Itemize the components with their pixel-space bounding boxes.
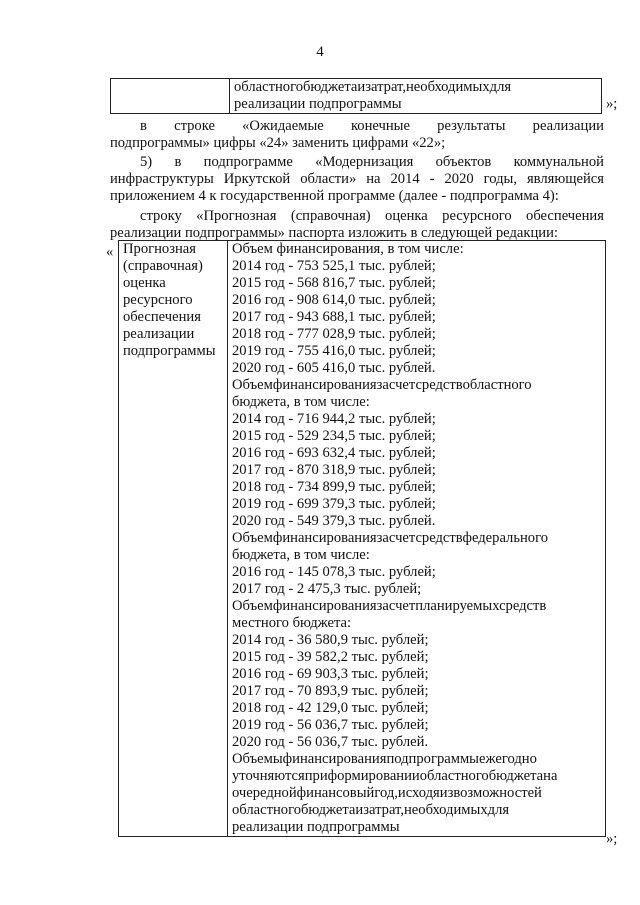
cell-line: 2017 год - 70 893,9 тыс. рублей; xyxy=(232,683,429,699)
word: финансирования xyxy=(282,751,387,767)
word: «Ожидаемые xyxy=(242,118,324,134)
word: областного xyxy=(462,377,532,393)
paragraph-line xyxy=(110,171,604,188)
word: областного xyxy=(419,768,489,784)
word: строке xyxy=(174,118,215,134)
cell-line: 2014 год - 753 525,1 тыс. рублей; xyxy=(232,258,436,274)
top-table xyxy=(110,78,602,114)
cell-line: 2016 год - 69 903,3 тыс. рублей; xyxy=(232,666,429,682)
cell-line: оценка xyxy=(123,275,166,291)
word: в xyxy=(140,118,147,134)
cell-line xyxy=(232,768,601,785)
cell-line: обеспечения xyxy=(123,309,201,325)
cell-line: 2014 год - 716 944,2 тыс. рублей; xyxy=(232,411,436,427)
word: очередной xyxy=(232,785,297,801)
cell-line: (справочная) xyxy=(123,258,203,274)
word: из xyxy=(439,785,454,801)
cell-line: 2016 год - 693 632,4 тыс. рублей; xyxy=(232,445,436,461)
word: и xyxy=(357,79,366,95)
word: федерального xyxy=(462,530,549,546)
word: затрат, xyxy=(363,802,404,818)
cell-line: 2016 год - 145 078,3 тыс. рублей; xyxy=(232,564,436,580)
paragraph-line xyxy=(140,154,604,171)
word: 2020 xyxy=(444,171,474,187)
word: областного xyxy=(232,802,301,818)
cell-line: 2019 год - 755 416,0 тыс. рублей; xyxy=(232,343,436,359)
word: конечные xyxy=(350,118,410,134)
word: в xyxy=(174,154,182,170)
cell-line: ресурсного xyxy=(123,292,193,308)
cell-line: бюджета, в том числе: xyxy=(232,547,370,563)
word: строку xyxy=(140,208,182,224)
resource-table xyxy=(118,240,606,837)
closing-quote: »; xyxy=(606,831,618,847)
word: и xyxy=(355,802,364,818)
word: уточняются xyxy=(232,768,305,784)
word: обеспечения xyxy=(526,208,604,224)
word: необходимых xyxy=(405,79,490,95)
cell-line xyxy=(232,802,601,819)
cell-line: 2018 год - 734 899,9 тыс. рублей; xyxy=(232,479,436,495)
word: необходимых xyxy=(403,802,488,818)
word: исходя xyxy=(397,785,440,801)
cell-line: 2018 год - 777 028,9 тыс. рублей; xyxy=(232,326,436,342)
paragraph-line xyxy=(140,118,604,135)
top-table-line xyxy=(234,79,597,96)
word: ежегодно xyxy=(479,751,537,767)
cell-line: 2016 год - 908 614,0 тыс. рублей; xyxy=(232,292,436,308)
cell-line: местного бюджета: xyxy=(232,615,352,631)
word: счет xyxy=(388,598,416,614)
word: счет xyxy=(388,377,416,393)
word: год, xyxy=(374,785,398,801)
word: средств xyxy=(415,530,463,546)
word: подпрограммы xyxy=(386,751,479,767)
word: (справочная) xyxy=(290,208,371,224)
cell-line: 2019 год - 56 036,7 тыс. рублей; xyxy=(232,717,429,733)
paragraph-line: приложением 4 к государственной программе (далее - подпрограмма 4): xyxy=(110,188,559,204)
word: бюджета xyxy=(301,802,356,818)
word: формировании xyxy=(327,768,420,784)
word: объектов xyxy=(435,154,492,170)
cell-line: Объем финансирования, в том числе: xyxy=(232,241,464,257)
word: бюджета xyxy=(488,768,544,784)
cell-line: подпрограммы xyxy=(123,343,216,359)
word: за xyxy=(376,530,389,546)
word: оценка xyxy=(385,208,428,224)
resource-label-cell xyxy=(119,241,228,837)
word: инфраструктуры xyxy=(110,171,214,187)
word: областного xyxy=(234,79,303,95)
word: финансирования xyxy=(272,530,377,546)
word: Объем xyxy=(232,598,273,614)
cell-line: Прогнозная xyxy=(123,241,196,257)
word: подпрограмме xyxy=(203,154,293,170)
word: при xyxy=(304,768,328,784)
cell-line: 2015 год - 529 234,5 тыс. рублей; xyxy=(232,428,436,444)
cell-line: 2017 год - 943 688,1 тыс. рублей; xyxy=(232,309,436,325)
word: ресурсного xyxy=(442,208,512,224)
paragraph-line xyxy=(140,208,604,225)
word: Объемы xyxy=(232,751,283,767)
top-table-line: реализации подпрограммы xyxy=(234,96,402,112)
word: «Модернизация xyxy=(315,154,414,170)
cell-line: 2015 год - 568 816,7 тыс. рублей; xyxy=(232,275,436,291)
word: результаты xyxy=(437,118,506,134)
word: области» xyxy=(300,171,357,187)
cell-line: 2017 год - 870 318,9 тыс. рублей; xyxy=(232,462,436,478)
word: - xyxy=(429,171,435,187)
word: финансирования xyxy=(272,598,377,614)
cell-line xyxy=(232,751,601,768)
top-table-right-cell xyxy=(230,79,602,114)
cell-line: бюджета, в том числе: xyxy=(232,394,370,410)
word: возможностей xyxy=(453,785,542,801)
word: на xyxy=(543,768,558,784)
cell-line xyxy=(232,598,601,615)
word: для xyxy=(487,802,510,818)
word: для xyxy=(489,79,512,95)
cell-line: реализации подпрограммы xyxy=(232,819,400,835)
cell-line: 2015 год - 39 582,2 тыс. рублей; xyxy=(232,649,429,665)
word: являющейся xyxy=(526,171,604,187)
closing-quote: »; xyxy=(606,96,618,112)
word: за xyxy=(376,377,389,393)
cell-line xyxy=(232,377,601,394)
word: бюджета xyxy=(303,79,358,95)
cell-line: 2014 год - 36 580,9 тыс. рублей; xyxy=(232,632,429,648)
cell-line xyxy=(232,785,601,802)
word: планируемых xyxy=(415,598,500,614)
cell-line: 2019 год - 699 379,3 тыс. рублей; xyxy=(232,496,436,512)
word: Иркутской xyxy=(223,171,291,187)
page-number: 4 xyxy=(316,44,324,60)
word: средств xyxy=(499,598,547,614)
word: коммунальной xyxy=(513,154,604,170)
opening-quote: « xyxy=(106,244,114,260)
word: годы, xyxy=(483,171,517,187)
paragraph-line: подпрограммы» цифры «24» заменить цифрами «22»; xyxy=(110,135,446,151)
word: финансирования xyxy=(272,377,377,393)
word: «Прогнозная xyxy=(196,208,277,224)
word: 5) xyxy=(140,154,153,170)
word: Объем xyxy=(232,530,273,546)
cell-line xyxy=(232,530,601,547)
word: Объем xyxy=(232,377,273,393)
cell-line: 2018 год - 42 129,0 тыс. рублей; xyxy=(232,700,429,716)
word: средств xyxy=(415,377,463,393)
cell-line: 2020 год - 605 416,0 тыс. рублей. xyxy=(232,360,436,376)
top-table-left-cell xyxy=(111,79,230,114)
word: счет xyxy=(388,530,416,546)
word: затрат, xyxy=(365,79,406,95)
word: реализации xyxy=(532,118,604,134)
word: финансовый xyxy=(296,785,375,801)
word: за xyxy=(376,598,389,614)
resource-values-cell xyxy=(228,241,606,837)
word: на xyxy=(366,171,381,187)
word: 2014 xyxy=(390,171,420,187)
cell-line: 2020 год - 56 036,7 тыс. рублей. xyxy=(232,734,429,750)
cell-line: 2017 год - 2 475,3 тыс. рублей; xyxy=(232,581,422,597)
cell-line: реализации xyxy=(123,326,195,342)
paragraph-line: реализации подпрограммы» паспорта изложить в следующей редакции: xyxy=(110,225,558,241)
cell-line: 2020 год - 549 379,3 тыс. рублей. xyxy=(232,513,436,529)
